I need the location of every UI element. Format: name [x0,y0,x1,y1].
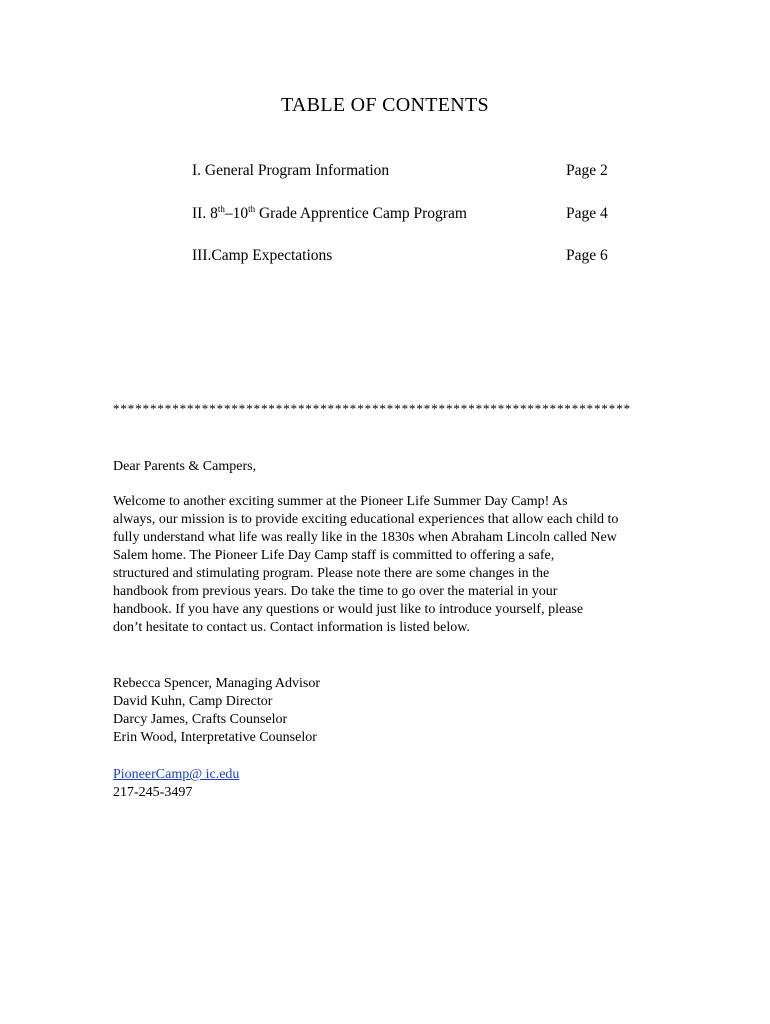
toc-entry-page: Page 2 [566,162,608,179]
toc-label-suffix: Grade Apprentice Camp Program [255,205,467,222]
contact-info [113,766,239,802]
asterisk-separator: ********************************************************************** [113,401,631,416]
staff-member: Erin Wood, Interpretative Counselor [113,730,317,745]
letter-line: Salem home. The Pioneer Life Day Camp staff is committed to offering a safe, [113,548,555,563]
toc-entry [192,203,622,225]
toc-entry-label [192,203,467,225]
letter-line: fully understand what life was really like in the 1830s when Abraham Lincoln called New [113,530,617,545]
letter-body [113,493,663,637]
staff-list [113,675,320,747]
toc-entry-label: I. General Program Information [192,162,390,179]
phone-number: 217-245-3497 [113,785,193,800]
letter-line: structured and stimulating program. Please note there are some changes in the [113,566,550,581]
letter-greeting: Dear Parents & Campers, [113,459,257,474]
email-link[interactable]: PioneerCamp@ ic.edu [113,767,240,782]
toc-label-prefix: II. 8 [192,205,218,222]
toc-entry [192,160,622,182]
toc-label-sup: th [217,204,225,214]
letter-line: don’t hesitate to contact us. Contact information is listed below. [113,620,470,635]
letter-line: always, our mission is to provide exciting educational experiences that allow each child to [113,512,619,527]
staff-member: Rebecca Spencer, Managing Advisor [113,676,321,691]
toc-label-sup: th [248,204,256,214]
letter-line: handbook from previous years. Do take the time to go over the material in your [113,584,558,599]
letter-line: handbook. If you have any questions or would just like to introduce yourself, please [113,602,584,617]
letter-line: Welcome to another exciting summer at the Pioneer Life Summer Day Camp! As [113,494,568,509]
staff-member: Darcy James, Crafts Counselor [113,712,288,727]
toc-label-mid: –10 [224,205,249,222]
toc-entry-page: Page 6 [566,247,608,264]
toc-title: TABLE OF CONTENTS [281,94,489,116]
toc-entry-label: III.Camp Expectations [192,247,333,264]
toc-entry [192,245,622,267]
toc-entry-page: Page 4 [566,205,608,222]
staff-member: David Kuhn, Camp Director [113,694,273,709]
